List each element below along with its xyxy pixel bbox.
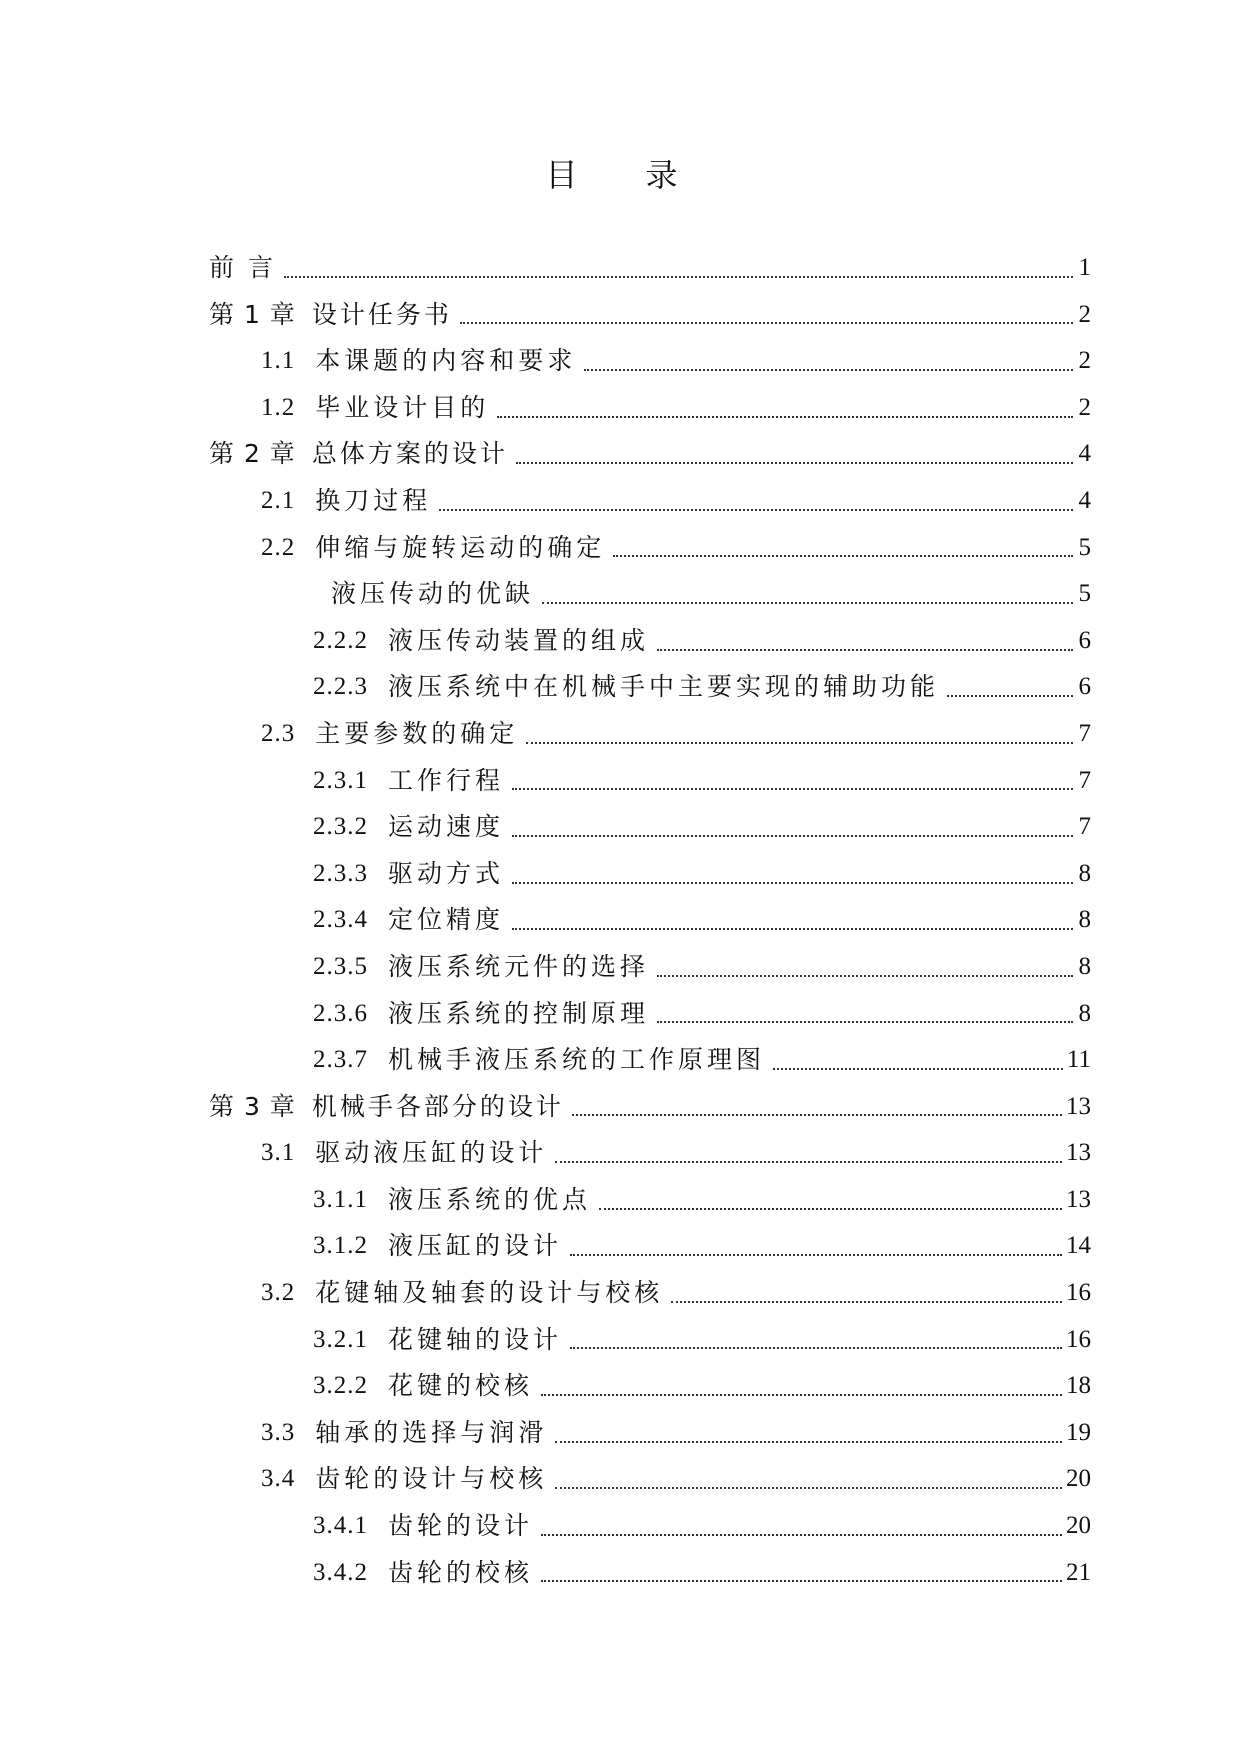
- toc-entry-title: 轴承的选择与润滑: [315, 1417, 548, 1447]
- toc-entry[interactable]: [209, 758, 1091, 805]
- toc-entry[interactable]: [209, 1270, 1091, 1317]
- toc-entry-title: 总体方案的设计: [311, 439, 508, 469]
- toc-entry-title: 齿轮的设计与校核: [315, 1464, 548, 1494]
- toc-entry-number: 1.1: [261, 347, 296, 375]
- toc-entry-page-number: 5: [1078, 533, 1091, 561]
- dot-leader: [657, 1020, 1073, 1023]
- toc-entry-number: 2.3.2: [313, 813, 368, 841]
- dot-leader: [657, 974, 1073, 977]
- toc-entry-title: 定位精度: [388, 905, 505, 935]
- toc-entry-page-number: 2: [1078, 393, 1091, 421]
- dot-leader: [657, 648, 1073, 651]
- dot-leader: [512, 927, 1073, 930]
- toc-entry-page-number: 4: [1078, 486, 1091, 514]
- toc-entry-page-number: 11: [1066, 1046, 1091, 1074]
- toc-entry-page-number: 14: [1066, 1232, 1091, 1260]
- toc-entry[interactable]: [209, 1317, 1091, 1364]
- toc-entry-number: 2.1: [261, 486, 296, 514]
- toc-entry-title: 机械手液压系统的工作原理图: [388, 1045, 766, 1075]
- toc-entry[interactable]: [209, 897, 1091, 944]
- toc-entry[interactable]: [209, 292, 1091, 339]
- toc-entry-number: 2.3.6: [313, 999, 368, 1027]
- toc-entry-title: 换刀过程: [315, 485, 432, 515]
- toc-entry[interactable]: [209, 1503, 1091, 1550]
- toc-entry-page-number: 8: [1078, 952, 1091, 980]
- toc-entry[interactable]: [209, 478, 1091, 525]
- toc-entry[interactable]: [209, 664, 1091, 711]
- toc-entry-number: 3.1.1: [313, 1185, 368, 1213]
- toc-entry-page-number: 8: [1078, 999, 1091, 1027]
- toc-entry-number: 2.2: [261, 533, 296, 561]
- toc-entry-page-number: 8: [1078, 859, 1091, 887]
- toc-entry[interactable]: [209, 711, 1091, 758]
- toc-entry[interactable]: [209, 525, 1091, 572]
- toc-entry-title: 毕业设计目的: [315, 392, 490, 422]
- dot-leader: [671, 1300, 1062, 1303]
- toc-entry-title: 设计任务书: [311, 299, 452, 329]
- toc-entry-number: 第 3 章: [209, 1091, 296, 1121]
- toc-entry[interactable]: [209, 991, 1091, 1038]
- toc-entry-page-number: 5: [1078, 580, 1091, 608]
- dot-leader: [542, 601, 1073, 604]
- toc-entry-title: 前 言: [209, 253, 276, 282]
- dot-leader: [541, 1393, 1062, 1396]
- toc-entry[interactable]: [209, 1130, 1091, 1177]
- toc-entry-title: 液压传动的优缺: [331, 579, 535, 609]
- toc-entry[interactable]: [209, 1177, 1091, 1224]
- dot-leader: [773, 1067, 1063, 1070]
- toc-entry-number: 2.3.5: [313, 952, 368, 980]
- toc-entry-page-number: 2: [1078, 347, 1091, 375]
- toc-entry[interactable]: [209, 1084, 1091, 1131]
- toc-entry-page-number: 7: [1078, 813, 1091, 841]
- toc-entry-page-number: 8: [1078, 906, 1091, 934]
- toc-entry-page-number: 21: [1066, 1558, 1091, 1586]
- toc-entry[interactable]: [209, 851, 1091, 898]
- toc-entry-page-number: 13: [1066, 1185, 1091, 1213]
- toc-entry-page-number: 6: [1078, 673, 1091, 701]
- dot-leader: [512, 787, 1073, 790]
- toc-entry-page-number: 6: [1078, 626, 1091, 654]
- toc-entry-title: 齿轮的校核: [388, 1557, 534, 1587]
- toc-entry-number: 2.3.3: [313, 859, 368, 887]
- toc-entry-page-number: 2: [1078, 300, 1091, 328]
- toc-entry-title: 驱动方式: [388, 858, 505, 888]
- toc-entry-number: 3.4.2: [313, 1558, 368, 1586]
- toc-entry-page-number: 13: [1066, 1139, 1091, 1167]
- toc-entry-title: 液压缸的设计: [388, 1231, 563, 1261]
- toc-entry-number: 第 2 章: [209, 439, 296, 469]
- toc-entry-page-number: 13: [1066, 1092, 1091, 1120]
- dot-leader: [541, 1579, 1062, 1582]
- dot-leader: [512, 834, 1073, 837]
- toc-entry-title: 本课题的内容和要求: [315, 346, 577, 376]
- toc-entry-title: 运动速度: [388, 812, 505, 842]
- toc-entry-title: 液压系统的优点: [388, 1184, 592, 1214]
- toc-entry-number: 3.1.2: [313, 1232, 368, 1260]
- dot-leader: [516, 461, 1073, 464]
- toc-entry-number: 2.3: [261, 719, 296, 747]
- toc-entry[interactable]: [209, 1363, 1091, 1410]
- toc-entry[interactable]: [209, 245, 1091, 292]
- toc-entry-title: 机械手各部分的设计: [311, 1091, 564, 1121]
- toc-entry-page-number: 7: [1078, 766, 1091, 794]
- dot-leader: [555, 1440, 1062, 1443]
- toc-entry[interactable]: [209, 431, 1091, 478]
- toc-entry[interactable]: [209, 804, 1091, 851]
- dot-leader: [497, 415, 1073, 418]
- dot-leader: [555, 1486, 1062, 1489]
- toc-entry-page-number: 4: [1078, 440, 1091, 468]
- toc-entry-page-number: 18: [1066, 1372, 1091, 1400]
- toc-entry-page-number: 16: [1066, 1325, 1091, 1353]
- toc-entry-title: 驱动液压缸的设计: [315, 1138, 548, 1168]
- toc-entry-title: 齿轮的设计: [388, 1511, 534, 1541]
- toc-entry-title: 主要参数的确定: [315, 718, 519, 748]
- dot-leader: [284, 275, 1073, 278]
- toc-entry[interactable]: [209, 1550, 1091, 1597]
- toc-entry-number: 3.2.1: [313, 1325, 368, 1353]
- dot-leader: [599, 1207, 1062, 1210]
- toc-entry-page-number: 7: [1078, 719, 1091, 747]
- dot-leader: [526, 741, 1073, 744]
- toc-entry[interactable]: [209, 618, 1091, 665]
- dot-leader: [613, 554, 1073, 557]
- toc-entry-number: 3.4.1: [313, 1512, 368, 1540]
- dot-leader: [541, 1533, 1062, 1536]
- toc-entry[interactable]: [209, 1037, 1091, 1084]
- dot-leader: [947, 694, 1073, 697]
- toc-entry-number: 2.3.1: [313, 766, 368, 794]
- toc-entry-number: 1.2: [261, 393, 296, 421]
- toc-entry-number: 第 1 章: [209, 299, 296, 329]
- toc-entry[interactable]: [209, 385, 1091, 432]
- toc-entry-title: 花键轴及轴套的设计与校核: [315, 1278, 664, 1308]
- toc-entry-number: 3.4: [261, 1465, 296, 1493]
- toc-entry-page-number: 16: [1066, 1279, 1091, 1307]
- toc-entry-page-number: 20: [1066, 1512, 1091, 1540]
- toc-entry-number: 3.2.2: [313, 1372, 368, 1400]
- toc-entry[interactable]: [209, 1456, 1091, 1503]
- dot-leader: [460, 321, 1073, 324]
- dot-leader: [570, 1253, 1062, 1256]
- toc-entry-title: 工作行程: [388, 765, 505, 795]
- dot-leader: [555, 1160, 1062, 1163]
- toc-entry[interactable]: [209, 944, 1091, 991]
- toc-entry-title: 伸缩与旋转运动的确定: [315, 532, 606, 562]
- dot-leader: [512, 881, 1073, 884]
- toc-entry-title: 液压传动装置的组成: [388, 625, 650, 655]
- toc-entry-title: 花键轴的设计: [388, 1324, 563, 1354]
- toc-entry-page-number: 20: [1066, 1465, 1091, 1493]
- toc-entry-number: 3.1: [261, 1139, 296, 1167]
- toc-entry[interactable]: [209, 338, 1091, 385]
- toc-entry-title: 液压系统中在机械手中主要实现的辅助功能: [388, 672, 940, 702]
- toc-entry-number: 2.2.3: [313, 673, 368, 701]
- toc-entry[interactable]: [209, 1410, 1091, 1457]
- dot-leader: [570, 1346, 1062, 1349]
- toc-entry-number: 3.2: [261, 1279, 296, 1307]
- toc-entry-title: 液压系统的控制原理: [388, 998, 650, 1028]
- table-of-contents: [209, 245, 1091, 1596]
- toc-entry-number: 2.3.4: [313, 906, 368, 934]
- toc-entry-title: 液压系统元件的选择: [388, 951, 650, 981]
- toc-entry[interactable]: [209, 571, 1091, 618]
- toc-entry-number: 2.3.7: [313, 1046, 368, 1074]
- toc-entry-page-number: 1: [1078, 254, 1091, 281]
- toc-entry-number: 3.3: [261, 1418, 296, 1446]
- dot-leader: [584, 368, 1073, 371]
- dot-leader: [572, 1113, 1062, 1116]
- dot-leader: [439, 508, 1073, 511]
- toc-title: 目 录: [545, 156, 696, 194]
- toc-entry-page-number: 19: [1066, 1418, 1091, 1446]
- toc-entry-number: 2.2.2: [313, 626, 368, 654]
- toc-entry[interactable]: [209, 1223, 1091, 1270]
- toc-entry-title: 花键的校核: [388, 1371, 534, 1401]
